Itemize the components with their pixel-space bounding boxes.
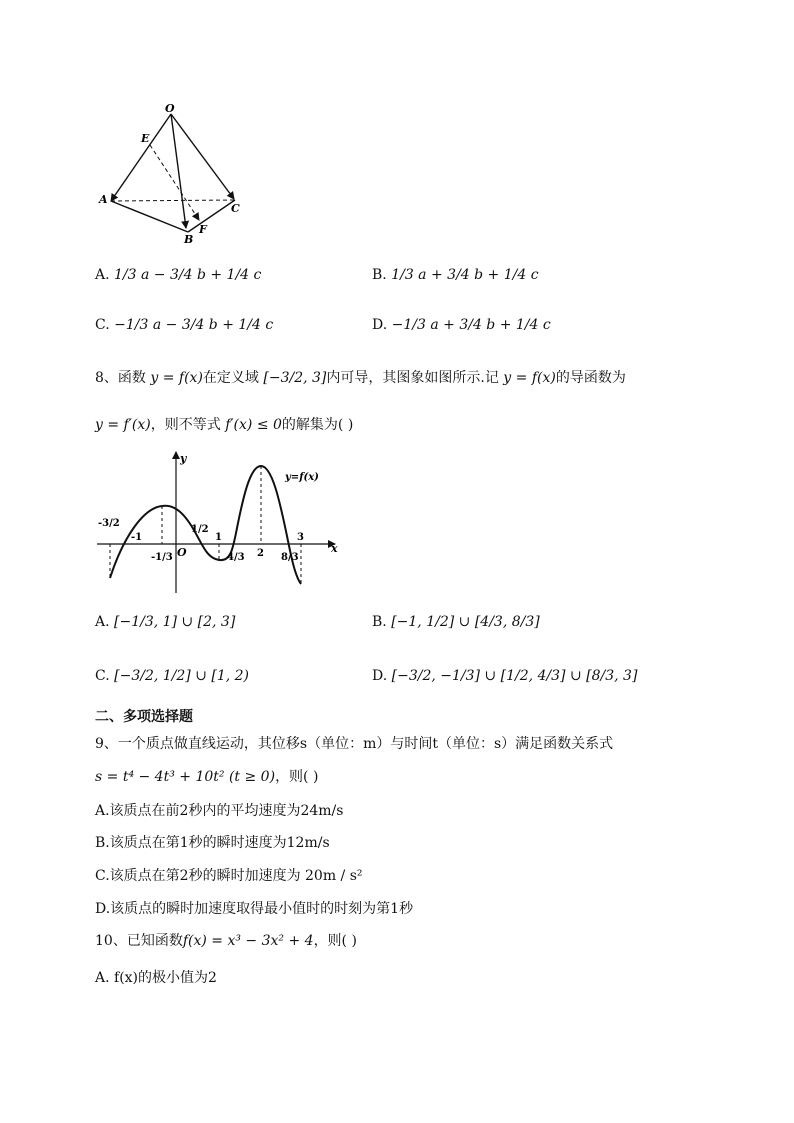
label-A: A xyxy=(99,193,108,206)
q8-option-b: B. [−1, 1/2] ∪ [4/3, 8/3] xyxy=(372,614,540,630)
q10-option-a: A. f(x)的极小值为2 xyxy=(95,970,217,986)
label-E: E xyxy=(141,132,150,145)
tick-one: 1 xyxy=(215,532,222,543)
function-graph xyxy=(95,448,355,596)
label-F: F xyxy=(199,223,207,236)
segment-EF xyxy=(150,145,199,220)
x-axis-label: x xyxy=(331,542,338,555)
label-B: B xyxy=(184,233,194,246)
tick-four-thirds: 4/3 xyxy=(227,552,245,563)
q7-option-b: B. 1/3 a + 3/4 b + 1/4 c xyxy=(372,267,539,283)
section-heading: 二、多项选择题 xyxy=(95,709,193,725)
q8-stem-line2: y = f′(x)，则不等式 f′(x) ≤ 0的解集为( ) xyxy=(95,417,354,433)
curve-label: y=f(x) xyxy=(285,472,319,483)
q7-option-d: D. −1/3 a + 3/4 b + 1/4 c xyxy=(372,317,551,333)
q10-stem: 10、已知函数f(x) = x³ − 3x² + 4，则( ) xyxy=(95,933,357,949)
q9-option-a: A.该质点在前2秒内的平均速度为24m/s xyxy=(95,803,344,819)
edge-OA xyxy=(111,114,171,201)
q9-stem: 9、一个质点做直线运动，其位移s（单位：m）与时间t（单位：s）满足函数关系式 xyxy=(95,736,614,752)
tick-half: 1/2 xyxy=(191,524,209,535)
tetrahedron-figure xyxy=(95,100,255,250)
q8-option-c: C. [−3/2, 1/2] ∪ [1, 2) xyxy=(95,668,250,684)
tick-three: 3 xyxy=(297,532,304,543)
q9-formula: s = t⁴ − 4t³ + 10t² (t ≥ 0)，则( ) xyxy=(95,769,319,785)
tick-eight-thirds: 8/3 xyxy=(281,552,299,563)
y-axis-label: y xyxy=(180,452,187,465)
q8-option-d: D. [−3/2, −1/3] ∪ [1/2, 4/3] ∪ [8/3, 3] xyxy=(372,668,638,684)
q8-stem: 8、函数 y = f(x)在定义域 [−3/2, 3]内可导，其图象如图所示.记 y = f(x)的导函数为 xyxy=(95,370,626,386)
tick-two: 2 xyxy=(257,548,264,559)
label-C: C xyxy=(231,202,240,215)
q7-option-c: C. −1/3 a − 3/4 b + 1/4 c xyxy=(95,317,274,333)
label-O: O xyxy=(165,102,175,115)
edge-AB xyxy=(111,201,188,232)
edge-BC xyxy=(188,200,235,232)
edge-AC xyxy=(111,200,235,201)
q9-option-b: B.该质点在第1秒的瞬时速度为12m/s xyxy=(95,835,330,851)
q9-option-c: C.该质点在第2秒的瞬时加速度为 20m / s² xyxy=(95,868,363,884)
tick-minus-three-halves: -3/2 xyxy=(98,518,120,529)
tick-minus-one: -1 xyxy=(131,532,143,543)
tick-minus-third: -1/3 xyxy=(151,552,173,563)
q8-option-a: A. [−1/3, 1] ∪ [2, 3] xyxy=(95,614,236,630)
q7-option-a: A. 1/3 a − 3/4 b + 1/4 c xyxy=(95,267,262,283)
origin-label: O xyxy=(177,546,187,559)
q9-option-d: D.该质点的瞬时加速度取得最小值时的时刻为第1秒 xyxy=(95,901,414,917)
